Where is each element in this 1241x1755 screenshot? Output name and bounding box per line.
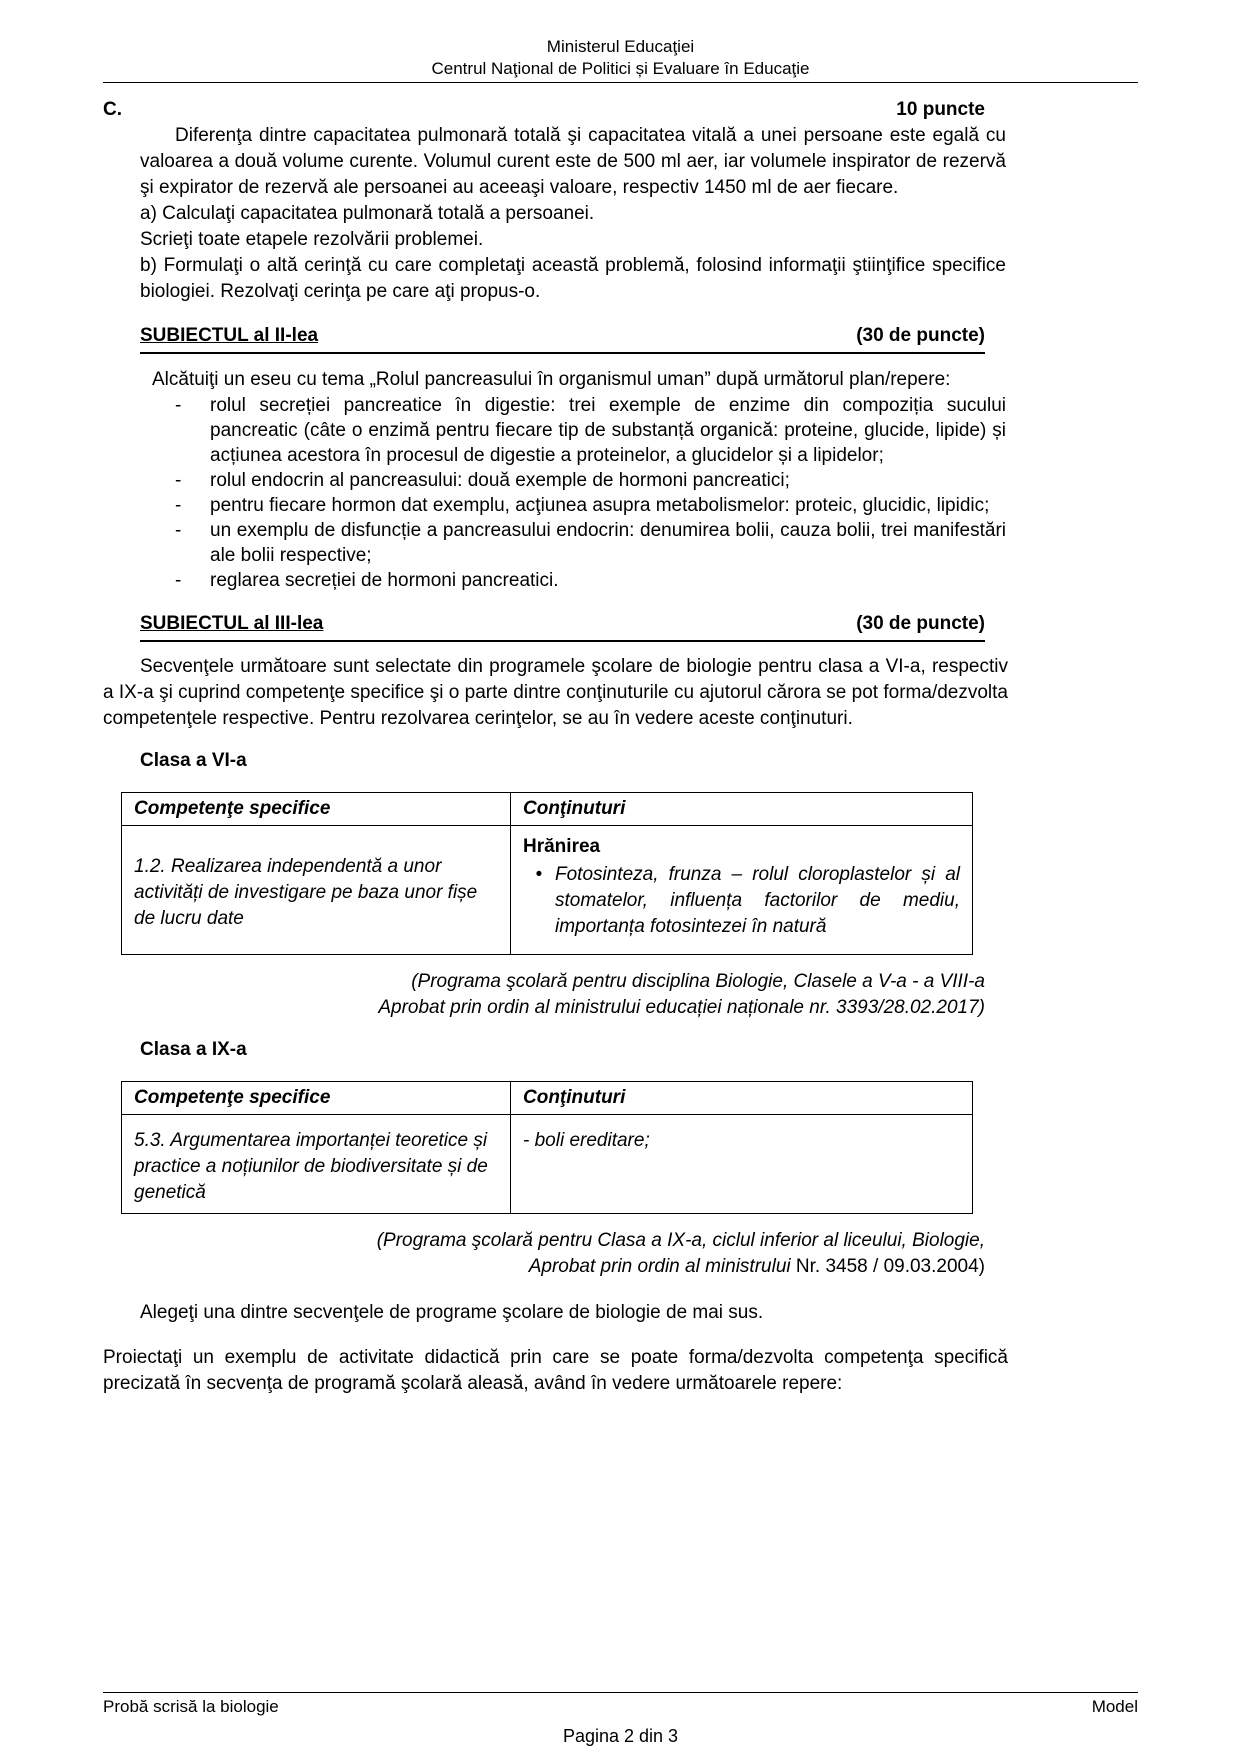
content-bullet-text: Fotosinteza, frunza – rolul cloroplastelor și al stomatelor, influența factorilor de mediu, importanța fotosintezei în natură xyxy=(555,864,960,937)
footer-row xyxy=(103,1693,1138,1718)
citation-line-1: (Programa şcolară pentru disciplina Biologie, Clasele a V-a - a VIII-a xyxy=(411,971,985,992)
class-9-table xyxy=(121,1081,973,1214)
table-body-row xyxy=(122,826,972,954)
subject-3-paragraph: Secvenţele următoare sunt selectate din programele şcolare de biologie pentru clasa a VI-a, respectiv a IX-a şi cuprind competenţe specifice şi o parte dintre conţinuturile cu ajutorul cărora se pot forma/dezvolta competenţele respective. Pentru rezolvarea cerinţelor, se au în vedere aceste conţinuturi. xyxy=(103,656,1008,729)
section-c-item-a: a) Calculaţi capacitatea pulmonară totală a persoanei. xyxy=(140,203,595,224)
subject-3-heading xyxy=(140,611,985,642)
footer-model-label: Model xyxy=(1091,1697,1138,1716)
citation-line-1: (Programa şcolară pentru Clasa a IX-a, ciclul inferior al liceului, Biologie, xyxy=(376,1230,985,1251)
dash-marker xyxy=(175,568,210,593)
citation-line-2: Aprobat prin ordin al ministrului educației naționale nr. 3393/28.02.2017) xyxy=(378,997,985,1018)
subject-2-plan-list xyxy=(175,393,1006,593)
content-cell xyxy=(511,826,972,954)
class-9-heading: Clasa a IX-a xyxy=(140,1039,247,1060)
section-c xyxy=(103,97,1138,305)
subject-3-points: (30 de puncte) xyxy=(856,613,985,634)
content-bullet-item xyxy=(523,862,960,940)
table-header-row xyxy=(122,1082,972,1115)
subject-3 xyxy=(103,611,1138,1397)
class-9-citation xyxy=(103,1228,985,1280)
content-cell: - boli ereditare; xyxy=(523,1130,650,1151)
class-6-table xyxy=(121,792,973,955)
list-item xyxy=(175,393,1006,468)
document-footer xyxy=(103,1692,1138,1749)
list-item-text: rolul endocrin al pancreasului: două exemple de hormoni pancreatici; xyxy=(210,470,790,491)
section-c-label: C. xyxy=(103,99,122,120)
citation-line-2-regular: Nr. 3458 / 09.03.2004) xyxy=(795,1256,985,1277)
table-header-row xyxy=(122,793,972,826)
document-header xyxy=(103,0,1138,83)
section-c-header-row xyxy=(103,97,985,123)
subject-3-title: SUBIECTUL al III-lea xyxy=(140,613,324,634)
section-c-item-b: b) Formulaţi o altă cerinţă cu care completaţi această problemă, folosind informaţii ştiinţifice specifice biologiei. Rezolvaţi cerinţa pe care aţi propus-o. xyxy=(140,255,1006,302)
closing-instruction-2: Proiectaţi un exemplu de activitate didactică prin care se poate forma/dezvolta competenţa specifică precizată în secvenţa de programă şcolară aleasă, având în vedere următoarele repere: xyxy=(103,1347,1008,1394)
citation-line-2 xyxy=(103,1254,985,1280)
ministry-name: Ministerul Educaţiei xyxy=(546,37,695,56)
section-c-points: 10 puncte xyxy=(896,99,985,120)
list-item-text: un exemplu de disfuncție a pancreasului endocrin: denumirea bolii, cauza bolii, trei manifestări ale bolii respective; xyxy=(210,520,1006,566)
bullet-marker xyxy=(523,862,555,940)
list-item xyxy=(175,468,1006,493)
dash-marker xyxy=(175,468,210,493)
citation-line-2-italic: Aprobat prin ordin al ministrului xyxy=(528,1256,796,1277)
class-6-citation xyxy=(103,969,985,1021)
subject-2-heading xyxy=(140,323,985,354)
subject-2-intro: Alcătuiţi un eseu cu tema „Rolul pancreasului în organismul uman” după următorul plan/repere: xyxy=(152,369,951,390)
class-6-heading: Clasa a VI-a xyxy=(140,750,247,771)
page-number: Pagina 2 din 3 xyxy=(562,1726,679,1746)
center-name: Centrul Naţional de Politici și Evaluare în Educaţie xyxy=(431,59,810,78)
dash-marker xyxy=(175,493,210,518)
list-item xyxy=(175,493,1006,518)
footer-exam-type: Probă scrisă la biologie xyxy=(103,1697,279,1716)
section-c-note: Scrieţi toate etapele rezolvării problemei. xyxy=(140,229,484,250)
closing-instruction-1: Alegeţi una dintre secvenţele de programe şcolare de biologie de mai sus. xyxy=(140,1302,764,1323)
list-item-text: reglarea secreției de hormoni pancreatici. xyxy=(210,570,559,591)
subject-2-title: SUBIECTUL al II-lea xyxy=(140,325,319,346)
competence-cell: 1.2. Realizarea independentă a unor activități de investigare pe baza unor fișe de lucru date xyxy=(122,826,511,954)
dash-marker xyxy=(175,518,210,568)
dash-marker xyxy=(175,393,210,468)
subject-2 xyxy=(103,323,1138,593)
competences-column-header: Competenţe specifice xyxy=(122,1082,511,1114)
list-item-text: pentru fiecare hormon dat exemplu, acţiunea asupra metabolismelor: proteic, glucidic, lipidic; xyxy=(210,495,990,516)
subject-2-points: (30 de puncte) xyxy=(856,325,985,346)
table-body-row xyxy=(122,1115,972,1213)
contents-column-header: Conţinuturi xyxy=(523,1087,626,1108)
contents-column-header: Conţinuturi xyxy=(523,798,626,819)
content-title: Hrănirea xyxy=(523,836,601,857)
list-item-text: rolul secreției pancreatice în digestie: trei exemple de enzime din compoziția sucului pancreatic (câte o enzimă pentru fiecare tip de substanță organică: proteine, glucide, lipide) și acțiunea acestora în procesul de digestie a proteinelor, a glucidelor și a lipidelor; xyxy=(210,395,1006,466)
competences-column-header: Competenţe specifice xyxy=(122,793,511,825)
competence-cell: 5.3. Argumentarea importanței teoretice și practice a noțiunilor de biodiversitate și de genetică xyxy=(122,1115,511,1213)
list-item xyxy=(175,518,1006,568)
section-c-paragraph: Diferenţa dintre capacitatea pulmonară totală şi capacitatea vitală a unei persoane este egală cu valoarea a două volume curente. Volumul curent este de 500 ml aer, iar volumele inspirator de rezervă şi expirator de rezervă ale persoanei au aceeaşi valoare, respectiv 1450 ml de aer fiecare. xyxy=(140,125,1006,198)
list-item xyxy=(175,568,1006,593)
